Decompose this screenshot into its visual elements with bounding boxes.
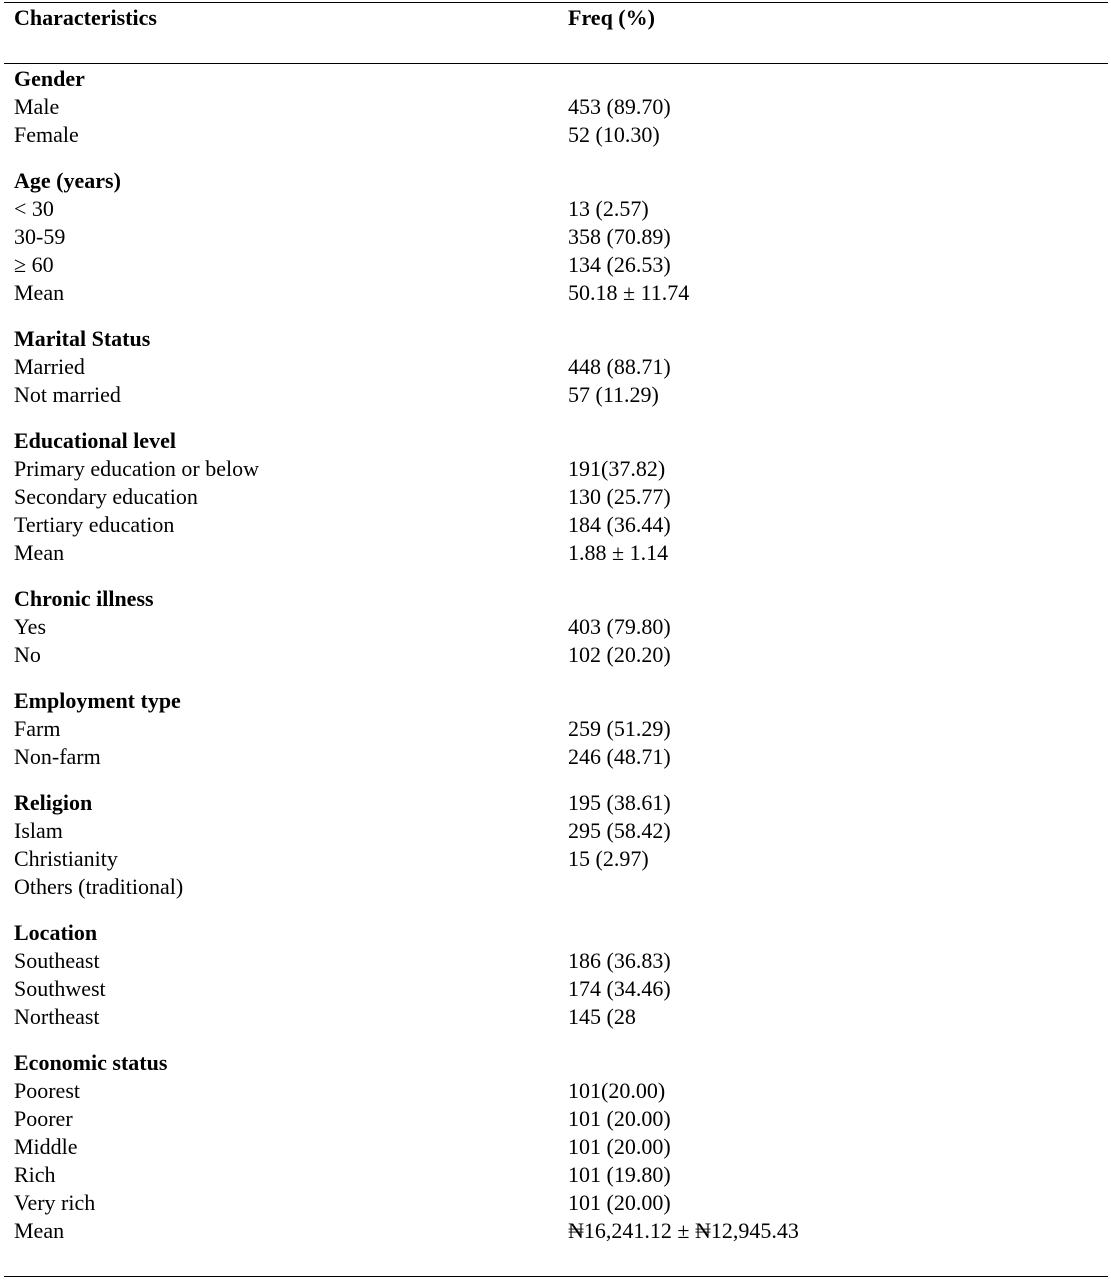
row-value: 403 (79.80) [568,614,671,639]
row-value: 448 (88.71) [568,354,671,379]
row-label: Mean [14,540,65,565]
table-row [14,539,1104,567]
table-row [14,975,1104,1003]
table-header-rule [4,63,1108,64]
section-title-value: 195 (38.61) [568,790,671,815]
row-label: Others (traditional) [14,874,184,899]
row-label: 30-59 [14,224,66,249]
table-section [14,325,1104,409]
row-value: 246 (48.71) [568,744,671,769]
row-value: 259 (51.29) [568,716,671,741]
table-section [14,585,1104,669]
row-label: Mean [14,280,65,305]
row-value: 101 (20.00) [568,1190,671,1215]
table-section [14,167,1104,307]
row-value: 191(37.82) [568,456,666,481]
section-title-row [14,1049,1104,1077]
row-value: 134 (26.53) [568,252,671,277]
table-section [14,65,1104,149]
row-label: Rich [14,1162,56,1187]
table-row [14,251,1104,279]
row-label: Islam [14,818,63,843]
row-value: 57 (11.29) [568,382,659,407]
row-value: 295 (58.42) [568,818,671,843]
header-frequency: Freq (%) [568,5,655,30]
section-title: Chronic illness [14,586,154,611]
table-row [14,353,1104,381]
row-label: Mean [14,1218,65,1243]
row-label: Farm [14,716,61,741]
table-row [14,1077,1104,1105]
header-characteristics: Characteristics [14,5,157,30]
table-body [14,65,1104,1263]
row-value: 184 (36.44) [568,512,671,537]
row-value: 453 (89.70) [568,94,671,119]
table-row [14,1133,1104,1161]
row-value: 358 (70.89) [568,224,671,249]
table-row [14,873,1104,901]
row-label: Northeast [14,1004,100,1029]
row-value: 13 (2.57) [568,196,649,221]
row-label: Married [14,354,85,379]
section-title: Gender [14,66,85,91]
row-value: 101(20.00) [568,1078,666,1103]
table-row [14,195,1104,223]
row-label: ≥ 60 [14,252,54,277]
row-value: ₦16,241.12 ± ₦12,945.43 [568,1218,799,1243]
table-section [14,427,1104,567]
table-section [14,687,1104,771]
row-label: Southeast [14,948,100,973]
table-row [14,223,1104,251]
table-row [14,845,1104,873]
row-label: Female [14,122,79,147]
table-header-row [14,4,1104,32]
section-title-row [14,65,1104,93]
section-title-row [14,789,1104,817]
row-value: 186 (36.83) [568,948,671,973]
row-label: No [14,642,41,667]
table-top-rule [4,2,1108,3]
row-value: 50.18 ± 11.74 [568,280,690,305]
table-section [14,1049,1104,1245]
table-row [14,483,1104,511]
section-title: Location [14,920,98,945]
section-title-row [14,687,1104,715]
section-title-row [14,585,1104,613]
table-row [14,613,1104,641]
row-label: Non-farm [14,744,101,769]
row-value: 174 (34.46) [568,976,671,1001]
section-title-row [14,167,1104,195]
row-value: 101 (20.00) [568,1106,671,1131]
table-bottom-rule [4,1276,1108,1277]
section-title-row [14,427,1104,455]
table-row [14,1217,1104,1245]
section-title: Economic status [14,1050,168,1075]
row-value: 52 (10.30) [568,122,660,147]
table-row [14,93,1104,121]
table-row [14,1161,1104,1189]
row-label: Christianity [14,846,118,871]
section-title: Age (years) [14,168,121,193]
row-label: Not married [14,382,121,407]
row-label: Tertiary education [14,512,175,537]
table-row [14,715,1104,743]
section-title-row [14,325,1104,353]
row-label: Yes [14,614,47,639]
table-section [14,919,1104,1031]
row-value: 15 (2.97) [568,846,649,871]
row-value: 101 (20.00) [568,1134,671,1159]
section-title: Marital Status [14,326,151,351]
table-row [14,1189,1104,1217]
row-label: Primary education or below [14,456,259,481]
row-label: Secondary education [14,484,198,509]
section-title-row [14,919,1104,947]
table-row [14,455,1104,483]
section-title: Educational level [14,428,176,453]
row-label: Poorest [14,1078,80,1103]
table-row [14,1105,1104,1133]
row-label: Southwest [14,976,106,1001]
row-label: Poorer [14,1106,73,1131]
table-row [14,1003,1104,1031]
row-value: 102 (20.20) [568,642,671,667]
table-row [14,743,1104,771]
row-label: Male [14,94,60,119]
row-value: 130 (25.77) [568,484,671,509]
table-row [14,511,1104,539]
table-row [14,381,1104,409]
row-label: Very rich [14,1190,96,1215]
table-row [14,947,1104,975]
row-label: Middle [14,1134,78,1159]
table-section [14,789,1104,901]
section-title: Religion [14,790,93,815]
row-label: < 30 [14,196,54,221]
row-value: 1.88 ± 1.14 [568,540,669,565]
table-row [14,817,1104,845]
section-title: Employment type [14,688,181,713]
row-value: 101 (19.80) [568,1162,671,1187]
table-row [14,641,1104,669]
table-row [14,279,1104,307]
table-row [14,121,1104,149]
row-value: 145 (28 [568,1004,636,1029]
